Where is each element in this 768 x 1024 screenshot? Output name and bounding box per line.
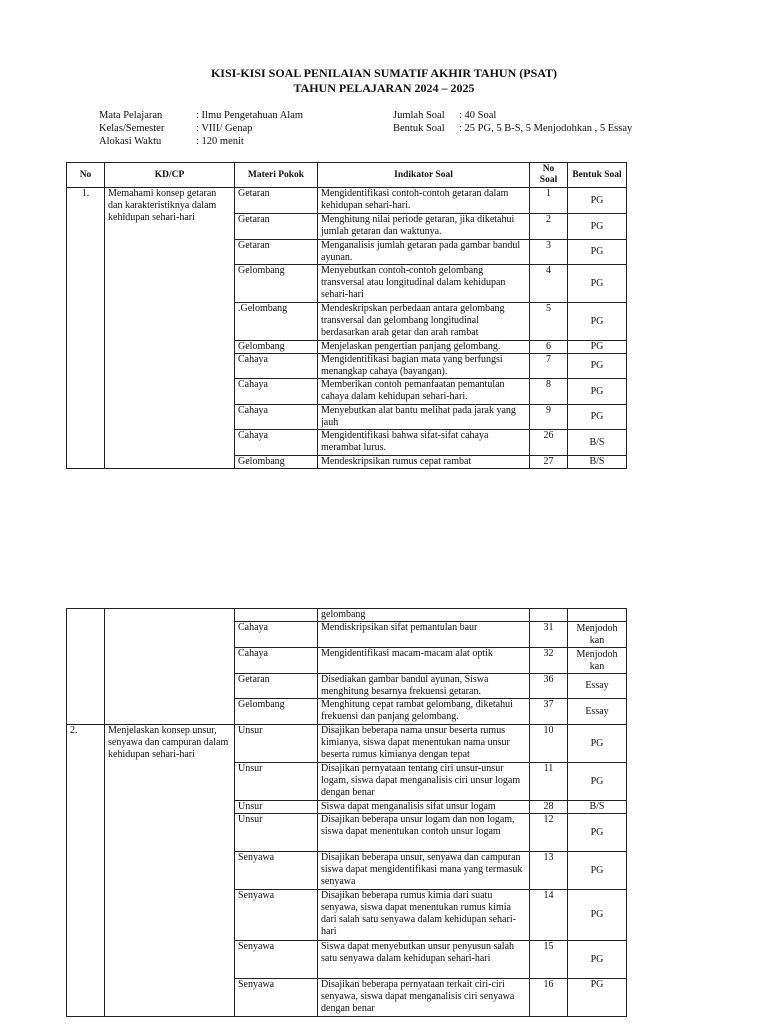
no-soal-cell: 14 bbox=[530, 890, 568, 941]
materi-pokok-cell: Senyawa bbox=[235, 941, 318, 979]
materi-pokok-cell: Cahaya bbox=[235, 622, 318, 648]
no-soal-cell: 27 bbox=[530, 456, 568, 469]
table-row bbox=[67, 725, 627, 763]
bentuk-soal-cell: B/S bbox=[568, 430, 627, 456]
row-number-cell: 2. bbox=[67, 725, 105, 1017]
bentuk-soal-cell: PG bbox=[568, 763, 627, 801]
materi-pokok-cell: Gelombang bbox=[235, 699, 318, 725]
indikator-soal-cell: Mengidentifikasi bahwa sifat-sifat cahaya merambat lurus. bbox=[318, 430, 530, 456]
indikator-soal-cell: Menganalisis jumlah getaran pada gambar bandul ayunan. bbox=[318, 240, 530, 265]
no-soal-cell: 6 bbox=[530, 341, 568, 354]
bentuk-soal-cell: Menjodoh kan bbox=[568, 648, 627, 674]
indikator-soal-cell: Mengidentifikasi contoh-contoh getaran dalam kehidupan sehari-hari. bbox=[318, 188, 530, 214]
bentuk-soal-cell: PG bbox=[568, 265, 627, 303]
indikator-soal-cell: Disediakan gambar bandul ayunan, Siswa menghitung besarnya frekuensi getaran. bbox=[318, 674, 530, 699]
no-soal-cell: 3 bbox=[530, 240, 568, 265]
materi-pokok-cell: Cahaya bbox=[235, 648, 318, 674]
bentuk-soal-cell: B/S bbox=[568, 801, 627, 814]
header-no: No bbox=[67, 163, 105, 188]
question-type-label: Bentuk Soal bbox=[393, 123, 445, 134]
bentuk-soal-cell: PG bbox=[568, 379, 627, 405]
materi-pokok-cell: Cahaya bbox=[235, 430, 318, 456]
materi-pokok-cell bbox=[235, 609, 318, 622]
materi-pokok-cell: Gelombang bbox=[235, 341, 318, 354]
materi-pokok-cell: .Gelombang bbox=[235, 303, 318, 341]
no-soal-cell: 2 bbox=[530, 214, 568, 240]
question-count-label: Jumlah Soal bbox=[393, 110, 445, 121]
indikator-soal-cell: Disajikan beberapa unsur logam dan non logam, siswa dapat menentukan contoh unsur logam bbox=[318, 814, 530, 852]
bentuk-soal-cell: PG bbox=[568, 341, 627, 354]
bentuk-soal-cell bbox=[568, 609, 627, 622]
indikator-soal-cell: Disajikan beberapa pernyataan terkait ciri-ciri senyawa, siswa dapat menganalisis ciri senyawa dengan benar bbox=[318, 979, 530, 1017]
question-count-value: : 40 Soal bbox=[459, 110, 497, 121]
no-soal-cell: 28 bbox=[530, 801, 568, 814]
header-materi-pokok: Materi Pokok bbox=[235, 163, 318, 188]
table-row bbox=[67, 188, 627, 214]
table-header-row bbox=[67, 163, 627, 188]
indikator-soal-cell: Disajikan pernyataan tentang ciri unsur-unsur logam, siswa dapat menganalisis ciri unsur logam dengan benar bbox=[318, 763, 530, 801]
materi-pokok-cell: Gelombang bbox=[235, 456, 318, 469]
no-soal-cell: 15 bbox=[530, 941, 568, 979]
indikator-soal-cell: Siswa dapat menyebutkan unsur penyusun salah satu senyawa dalam kehidupan sehari-hari bbox=[318, 941, 530, 979]
bentuk-soal-cell: B/S bbox=[568, 456, 627, 469]
kd-cp-cell: Memahami konsep getaran dan karakteristiknya dalam kehidupan sehari-hari bbox=[105, 188, 235, 469]
materi-pokok-cell: Senyawa bbox=[235, 890, 318, 941]
academic-year-title: TAHUN PELAJARAN 2024 – 2025 bbox=[293, 81, 475, 95]
no-soal-cell: 32 bbox=[530, 648, 568, 674]
indikator-soal-cell: Siswa dapat menganalisis sifat unsur logam bbox=[318, 801, 530, 814]
no-soal-cell: 9 bbox=[530, 405, 568, 430]
materi-pokok-cell: Getaran bbox=[235, 214, 318, 240]
table-row-continuation bbox=[67, 609, 627, 622]
header-indikator-soal: Indikator Soal bbox=[318, 163, 530, 188]
materi-pokok-cell: Cahaya bbox=[235, 405, 318, 430]
no-soal-cell: 31 bbox=[530, 622, 568, 648]
info-left-values bbox=[196, 109, 303, 148]
materi-pokok-cell: Unsur bbox=[235, 814, 318, 852]
materi-pokok-cell: Unsur bbox=[235, 763, 318, 801]
indikator-soal-cell: Mendeskripskan perbedaan antara gelombang transversal dan gelombang longitudinal berdasarkan arah getar dan arah rambat bbox=[318, 303, 530, 341]
no-soal-cell: 11 bbox=[530, 763, 568, 801]
materi-pokok-cell: Gelombang bbox=[235, 265, 318, 303]
grid-table-page-2 bbox=[66, 608, 627, 1017]
row-number-cell-continued bbox=[67, 609, 105, 725]
bentuk-soal-cell: PG bbox=[568, 303, 627, 341]
bentuk-soal-cell: PG bbox=[568, 725, 627, 763]
no-soal-cell: 4 bbox=[530, 265, 568, 303]
no-soal-cell: 8 bbox=[530, 379, 568, 405]
no-soal-cell: 13 bbox=[530, 852, 568, 890]
time-allocation-label: Alokasi Waktu bbox=[99, 136, 162, 147]
class-semester-value: : VIII/ Genap bbox=[196, 123, 253, 134]
indikator-soal-cell: Mengidentifikasi bagian mata yang berfungsi menangkap cahaya (bayangan). bbox=[318, 354, 530, 379]
bentuk-soal-cell: PG bbox=[568, 354, 627, 379]
table-body-page-2 bbox=[67, 609, 627, 1017]
bentuk-soal-cell: PG bbox=[568, 405, 627, 430]
indikator-soal-cell: Mendiskripsikan sifat pemantulan baur bbox=[318, 622, 530, 648]
subject-label: Mata Pelajaran bbox=[99, 110, 163, 121]
materi-pokok-cell: Unsur bbox=[235, 725, 318, 763]
bentuk-soal-cell: PG bbox=[568, 814, 627, 852]
indikator-soal-cell: Disajikan beberapa nama unsur beserta rumus kimianya, siswa dapat menentukan nama unsur beserta rumus kimianya dengan tepat bbox=[318, 725, 530, 763]
indikator-soal-cell: Menyebutkan alat bantu melihat pada jarak yang jauh bbox=[318, 405, 530, 430]
materi-pokok-cell: Unsur bbox=[235, 801, 318, 814]
kd-cp-cell: Menjelaskan konsep unsur, senyawa dan campuran dalam kehidupan sehari-hari bbox=[105, 725, 235, 1017]
document-title: KISI-KISI SOAL PENILAIAN SUMATIF AKHIR TAHUN (PSAT) bbox=[210, 66, 558, 80]
bentuk-soal-cell: PG bbox=[568, 890, 627, 941]
bentuk-soal-cell: PG bbox=[568, 979, 627, 1017]
indikator-soal-cell: Disajikan beberapa unsur, senyawa dan campuran siswa dapat mengidentifikasi mana yang termasuk senyawa bbox=[318, 852, 530, 890]
subject-value: : Ilmu Pengetahuan Alam bbox=[196, 110, 304, 121]
indikator-soal-cell: Menghitung nilai periode getaran, jika diketahui jumlah getaran dan waktunya. bbox=[318, 214, 530, 240]
materi-pokok-cell: Senyawa bbox=[235, 979, 318, 1017]
header-kd-cp: KD/CP bbox=[105, 163, 235, 188]
indikator-soal-cell: Menghitung cepat rambat gelombang, diketahui frekuensi dan panjang gelombang. bbox=[318, 699, 530, 725]
materi-pokok-cell: Getaran bbox=[235, 674, 318, 699]
bentuk-soal-cell: PG bbox=[568, 240, 627, 265]
info-left-labels bbox=[99, 109, 194, 148]
header-no-soal: No Soal bbox=[530, 163, 568, 188]
no-soal-cell: 5 bbox=[530, 303, 568, 341]
bentuk-soal-cell: Menjodoh kan bbox=[568, 622, 627, 648]
no-soal-cell: 12 bbox=[530, 814, 568, 852]
header-bentuk-soal: Bentuk Soal bbox=[568, 163, 627, 188]
indikator-soal-cell: gelombang bbox=[318, 609, 530, 622]
indikator-soal-cell: Menyebutkan contoh-contoh gelombang transversal atau longitudinal dalam kehidupan sehari-hari bbox=[318, 265, 530, 303]
materi-pokok-cell: Cahaya bbox=[235, 354, 318, 379]
question-type-value: : 25 PG, 5 B-S, 5 Menjodohkan , 5 Essay bbox=[459, 123, 633, 134]
bentuk-soal-cell: PG bbox=[568, 214, 627, 240]
bentuk-soal-cell: Essay bbox=[568, 674, 627, 699]
no-soal-cell: 10 bbox=[530, 725, 568, 763]
info-right-labels bbox=[393, 109, 445, 135]
indikator-soal-cell: Memberikan contoh pemanfaatan pemantulan cahaya dalam kehidupan sehari-hari. bbox=[318, 379, 530, 405]
bentuk-soal-cell: PG bbox=[568, 188, 627, 214]
bentuk-soal-cell: PG bbox=[568, 852, 627, 890]
info-right-values bbox=[459, 109, 632, 135]
materi-pokok-cell: Getaran bbox=[235, 188, 318, 214]
materi-pokok-cell: Getaran bbox=[235, 240, 318, 265]
no-soal-cell: 26 bbox=[530, 430, 568, 456]
indikator-soal-cell: Mengidentifikasi macam-macam alat optik bbox=[318, 648, 530, 674]
materi-pokok-cell: Senyawa bbox=[235, 852, 318, 890]
bentuk-soal-cell: Essay bbox=[568, 699, 627, 725]
row-number-cell: 1. bbox=[67, 188, 105, 469]
indikator-soal-cell: Menjelaskan pengertian panjang gelombang. bbox=[318, 341, 530, 354]
materi-pokok-cell: Cahaya bbox=[235, 379, 318, 405]
indikator-soal-cell: Mendeskripsikan rumus cepat rambat bbox=[318, 456, 530, 469]
class-semester-label: Kelas/Semester bbox=[99, 123, 165, 134]
indikator-soal-cell: Disajikan beberapa rumus kimia dari suatu senyawa, siswa dapat menentukan rumus kimia dari salah satu senyawa dalam kehidupan sehari-hari bbox=[318, 890, 530, 941]
grid-table-page-1 bbox=[66, 162, 627, 469]
no-soal-cell: 1 bbox=[530, 188, 568, 214]
no-soal-cell: 16 bbox=[530, 979, 568, 1017]
no-soal-cell bbox=[530, 609, 568, 622]
no-soal-cell: 36 bbox=[530, 674, 568, 699]
no-soal-cell: 7 bbox=[530, 354, 568, 379]
time-allocation-value: : 120 menit bbox=[196, 136, 244, 147]
no-soal-cell: 37 bbox=[530, 699, 568, 725]
kd-cp-cell-continued bbox=[105, 609, 235, 725]
table-body-page-1 bbox=[67, 188, 627, 469]
bentuk-soal-cell: PG bbox=[568, 941, 627, 979]
